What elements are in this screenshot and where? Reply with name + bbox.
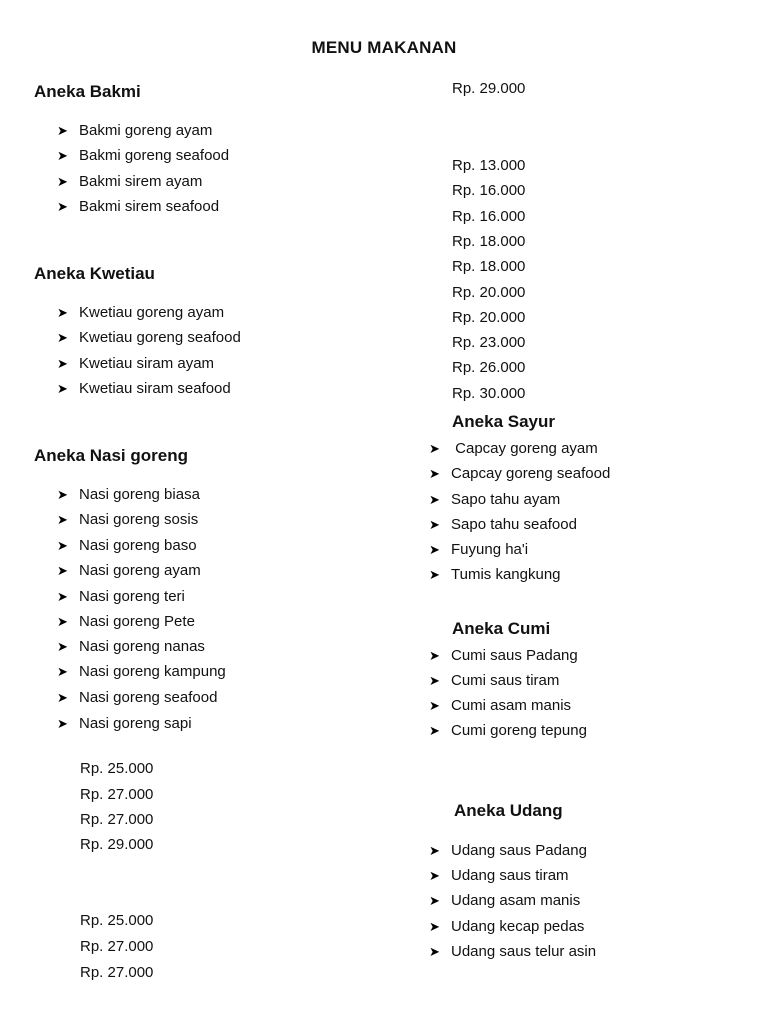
arrowhead-bullet-icon: ➤	[429, 542, 440, 557]
arrowhead-bullet-icon: ➤	[429, 723, 440, 738]
arrowhead-bullet-icon: ➤	[429, 648, 440, 663]
arrowhead-bullet-icon: ➤	[57, 123, 68, 138]
price-label: Rp. 27.000	[80, 964, 154, 981]
list-item: ➤ Nasi goreng seafood	[57, 689, 218, 706]
price-label: Rp. 30.000	[452, 385, 526, 402]
arrowhead-bullet-icon: ➤	[57, 356, 68, 371]
arrowhead-bullet-icon: ➤	[429, 868, 440, 883]
arrowhead-bullet-icon: ➤	[57, 639, 68, 654]
arrowhead-bullet-icon: ➤	[57, 512, 68, 527]
arrowhead-bullet-icon: ➤	[57, 305, 68, 320]
arrowhead-bullet-icon: ➤	[57, 199, 68, 214]
arrowhead-bullet-icon: ➤	[57, 381, 68, 396]
list-item: ➤ Nasi goreng nanas	[57, 638, 205, 655]
price-label: Rp. 25.000	[80, 912, 154, 929]
heading-aneka-udang: Aneka Udang	[454, 801, 563, 820]
price-label: Rp. 25.000	[80, 760, 154, 777]
list-item: ➤ Bakmi goreng seafood	[57, 147, 230, 164]
list-item: ➤ Udang asam manis	[429, 892, 581, 909]
page-title: MENU MAKANAN	[311, 38, 457, 57]
arrowhead-bullet-icon: ➤	[57, 690, 68, 705]
list-item: ➤ Cumi saus tiram	[429, 672, 560, 689]
arrowhead-bullet-icon: ➤	[57, 148, 68, 163]
arrowhead-bullet-icon: ➤	[57, 716, 68, 731]
price-label: Rp. 29.000	[452, 80, 526, 97]
arrowhead-bullet-icon: ➤	[429, 441, 440, 456]
heading-aneka-bakmi: Aneka Bakmi	[34, 82, 141, 101]
arrowhead-bullet-icon: ➤	[57, 487, 68, 502]
price-label: Rp. 20.000	[452, 309, 526, 326]
list-item: ➤ Nasi goreng sapi	[57, 715, 192, 732]
price-label: Rp. 27.000	[80, 811, 154, 828]
list-item: ➤ Kwetiau siram ayam	[57, 355, 215, 372]
arrowhead-bullet-icon: ➤	[429, 567, 440, 582]
arrowhead-bullet-icon: ➤	[57, 563, 68, 578]
price-label: Rp. 27.000	[80, 786, 154, 803]
price-label: Rp. 18.000	[452, 233, 526, 250]
list-item: ➤ Nasi goreng teri	[57, 588, 185, 605]
price-label: Rp. 16.000	[452, 182, 526, 199]
list-item: ➤ Cumi asam manis	[429, 697, 572, 714]
list-item: ➤ Kwetiau goreng ayam	[57, 304, 225, 321]
list-item: ➤ Tumis kangkung	[429, 566, 561, 583]
list-item: ➤ Sapo tahu ayam	[429, 491, 561, 508]
list-item: ➤ Cumi saus Padang	[429, 647, 578, 664]
arrowhead-bullet-icon: ➤	[429, 919, 440, 934]
list-item: ➤ Nasi goreng kampung	[57, 663, 226, 680]
list-item: ➤ Nasi goreng baso	[57, 537, 197, 554]
price-label: Rp. 20.000	[452, 284, 526, 301]
list-item: ➤ Capcay goreng ayam	[429, 440, 598, 457]
arrowhead-bullet-icon: ➤	[57, 589, 68, 604]
list-item: ➤ Udang saus Padang	[429, 842, 587, 859]
arrowhead-bullet-icon: ➤	[57, 330, 68, 345]
arrowhead-bullet-icon: ➤	[429, 492, 440, 507]
arrowhead-bullet-icon: ➤	[57, 538, 68, 553]
price-label: Rp. 13.000	[452, 157, 526, 174]
list-item: ➤ Udang saus tiram	[429, 867, 569, 884]
price-label: Rp. 16.000	[452, 208, 526, 225]
arrowhead-bullet-icon: ➤	[429, 944, 440, 959]
list-item: ➤ Nasi goreng Pete	[57, 613, 195, 630]
list-item: ➤ Bakmi sirem seafood	[57, 198, 220, 215]
list-item: ➤ Kwetiau goreng seafood	[57, 329, 241, 346]
list-item: ➤ Bakmi sirem ayam	[57, 173, 203, 190]
heading-aneka-cumi: Aneka Cumi	[452, 619, 551, 638]
arrowhead-bullet-icon: ➤	[429, 843, 440, 858]
arrowhead-bullet-icon: ➤	[429, 698, 440, 713]
arrowhead-bullet-icon: ➤	[429, 893, 440, 908]
heading-aneka-nasi-goreng: Aneka Nasi goreng	[34, 446, 188, 465]
list-item: ➤ Nasi goreng sosis	[57, 511, 199, 528]
price-label: Rp. 29.000	[80, 836, 154, 853]
list-item: ➤ Sapo tahu seafood	[429, 516, 577, 533]
arrowhead-bullet-icon: ➤	[57, 664, 68, 679]
list-item: ➤ Udang kecap pedas	[429, 918, 585, 935]
list-item: ➤ Kwetiau siram seafood	[57, 380, 231, 397]
price-label: Rp. 26.000	[452, 359, 526, 376]
price-label: Rp. 27.000	[80, 938, 154, 955]
price-label: Rp. 23.000	[452, 334, 526, 351]
list-item: ➤ Udang saus telur asin	[429, 943, 597, 960]
list-item: ➤ Cumi goreng tepung	[429, 722, 587, 739]
arrowhead-bullet-icon: ➤	[429, 517, 440, 532]
arrowhead-bullet-icon: ➤	[57, 614, 68, 629]
list-item: ➤ Fuyung ha'i	[429, 541, 529, 558]
arrowhead-bullet-icon: ➤	[429, 466, 440, 481]
heading-aneka-sayur: Aneka Sayur	[452, 412, 555, 431]
list-item: ➤ Bakmi goreng ayam	[57, 122, 213, 139]
arrowhead-bullet-icon: ➤	[57, 174, 68, 189]
list-item: ➤ Nasi goreng biasa	[57, 486, 200, 503]
heading-aneka-kwetiau: Aneka Kwetiau	[34, 264, 155, 283]
arrowhead-bullet-icon: ➤	[429, 673, 440, 688]
list-item: ➤ Nasi goreng ayam	[57, 562, 201, 579]
list-item: ➤ Capcay goreng seafood	[429, 465, 611, 482]
price-label: Rp. 18.000	[452, 258, 526, 275]
